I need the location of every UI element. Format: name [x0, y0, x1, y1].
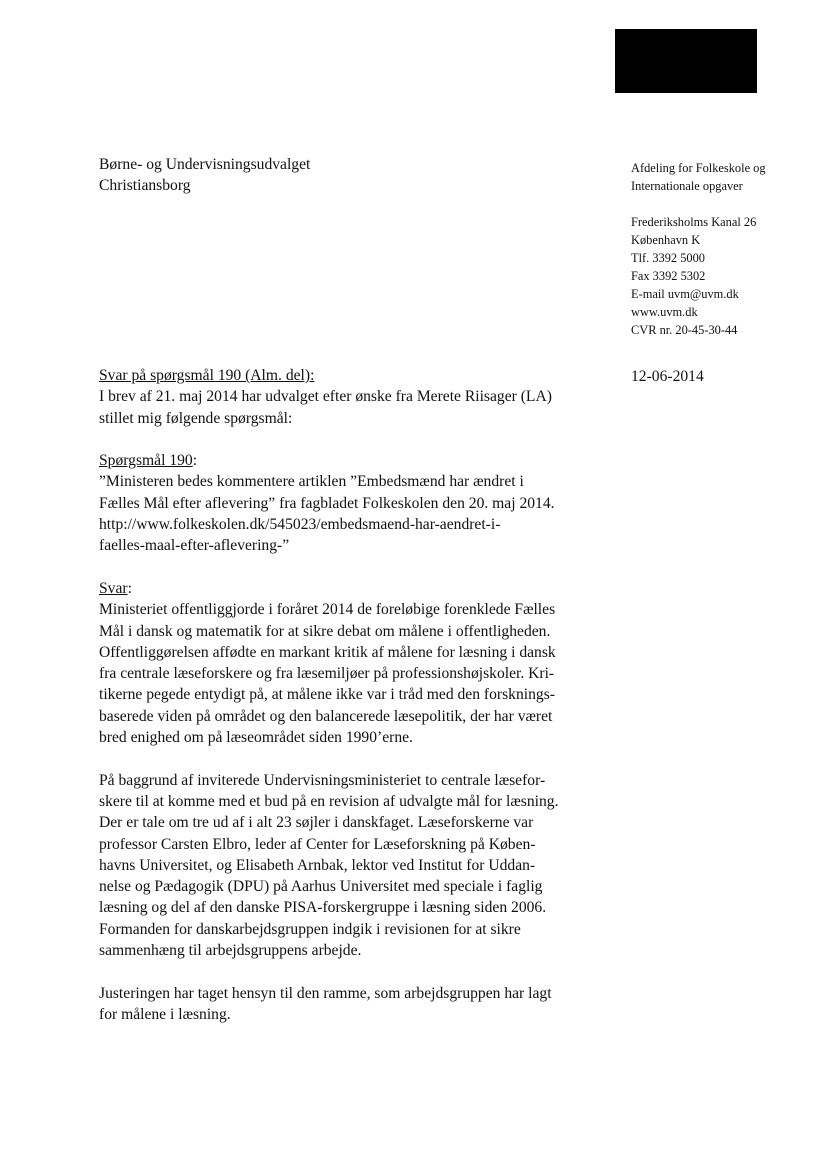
- answer-label: Svar:: [99, 579, 132, 597]
- paragraph-line: Formanden for danskarbejdsgruppen indgik i revisionen for at sikre: [99, 920, 521, 938]
- letter-heading: Svar på spørgsmål 190 (Alm. del):: [99, 367, 315, 384]
- paragraph-line: Justeringen har taget hensyn til den ramme, som arbejdsgruppen har lagt: [99, 984, 552, 1002]
- paragraph-line: fra centrale læseforskere og fra læsemiljøer på professionshøjskoler. Kri-: [99, 665, 555, 683]
- sender-phone: Tlf. 3392 5000: [631, 251, 705, 265]
- paragraph-line: baserede viden på området og den balancerede læsepolitik, der har været: [99, 707, 553, 725]
- paragraph-line: nelse og Pædagogik (DPU) på Aarhus Universitet med speciale i faglig: [99, 878, 543, 896]
- sender-info: [631, 159, 766, 339]
- question-line: Fælles Mål efter aflevering” fra fagbladet Folkeskolen den 20. maj 2014.: [99, 494, 555, 512]
- paragraph-line: skere til at komme med et bud på en revision af udvalgte mål for læsning.: [99, 792, 559, 810]
- sender-address: Frederiksholms Kanal 26: [631, 215, 757, 229]
- sender-cvr: CVR nr. 20-45-30-44: [631, 323, 738, 337]
- sender-email: E-mail uvm@uvm.dk: [631, 287, 739, 301]
- intro-line: I brev af 21. maj 2014 har udvalget efter ønske fra Merete Riisager (LA): [99, 388, 552, 406]
- sender-fax: Fax 3392 5302: [631, 269, 706, 283]
- paragraph-line: På baggrund af inviterede Undervisningsministeriet to centrale læsefor-: [99, 771, 546, 789]
- question-line: faelles-maal-efter-aflevering-”: [99, 537, 290, 555]
- paragraph-line: tikerne pegede entydigt på, at målene ikke var i tråd med den forsknings-: [99, 686, 555, 704]
- letter-date: 12-06-2014: [631, 368, 704, 385]
- question-label: Spørgsmål 190:: [99, 452, 198, 470]
- paragraph-line: havns Universitet, og Elisabeth Arnbak, lektor ved Institut for Uddan-: [99, 856, 536, 874]
- question-line: http://www.folkeskolen.dk/545023/embedsmaend-har-aendret-i-: [99, 516, 501, 534]
- paragraph-line: Der er tale om tre ud af i alt 23 søjler i danskfaget. Læseforskerne var: [99, 814, 534, 832]
- recipient-address: [99, 154, 310, 196]
- sender-city: København K: [631, 233, 701, 247]
- recipient-line: Børne- og Undervisningsudvalget: [99, 156, 311, 173]
- sender-department: Internationale opgaver: [631, 179, 743, 193]
- paragraph-line: professor Carsten Elbro, leder af Center for Læseforskning på Køben-: [99, 835, 536, 853]
- paragraph-line: bred enighed om på læseområdet siden 1990’erne.: [99, 729, 413, 747]
- paragraph-line: for målene i læsning.: [99, 1005, 231, 1023]
- intro-line: stillet mig følgende spørgsmål:: [99, 409, 293, 427]
- letter-body: [99, 365, 579, 1025]
- paragraph-line: Ministeriet offentliggjorde i foråret 2014 de foreløbige forenklede Fælles: [99, 601, 556, 619]
- recipient-line: Christiansborg: [99, 177, 191, 194]
- paragraph-line: Offentliggørelsen affødte en markant kritik af målene for læsning i dansk: [99, 643, 556, 661]
- logo-block: [615, 29, 757, 93]
- paragraph-line: sammenhæng til arbejdsgruppens arbejde.: [99, 942, 362, 960]
- paragraph-line: Mål i dansk og matematik for at sikre debat om målene i offentligheden.: [99, 622, 551, 640]
- sender-department: Afdeling for Folkeskole og: [631, 161, 766, 175]
- question-line: ”Ministeren bedes kommentere artiklen ”Embedsmænd har ændret i: [99, 473, 524, 491]
- paragraph-line: læsning og del af den danske PISA-forskergruppe i læsning siden 2006.: [99, 899, 547, 917]
- sender-web: www.uvm.dk: [631, 305, 698, 319]
